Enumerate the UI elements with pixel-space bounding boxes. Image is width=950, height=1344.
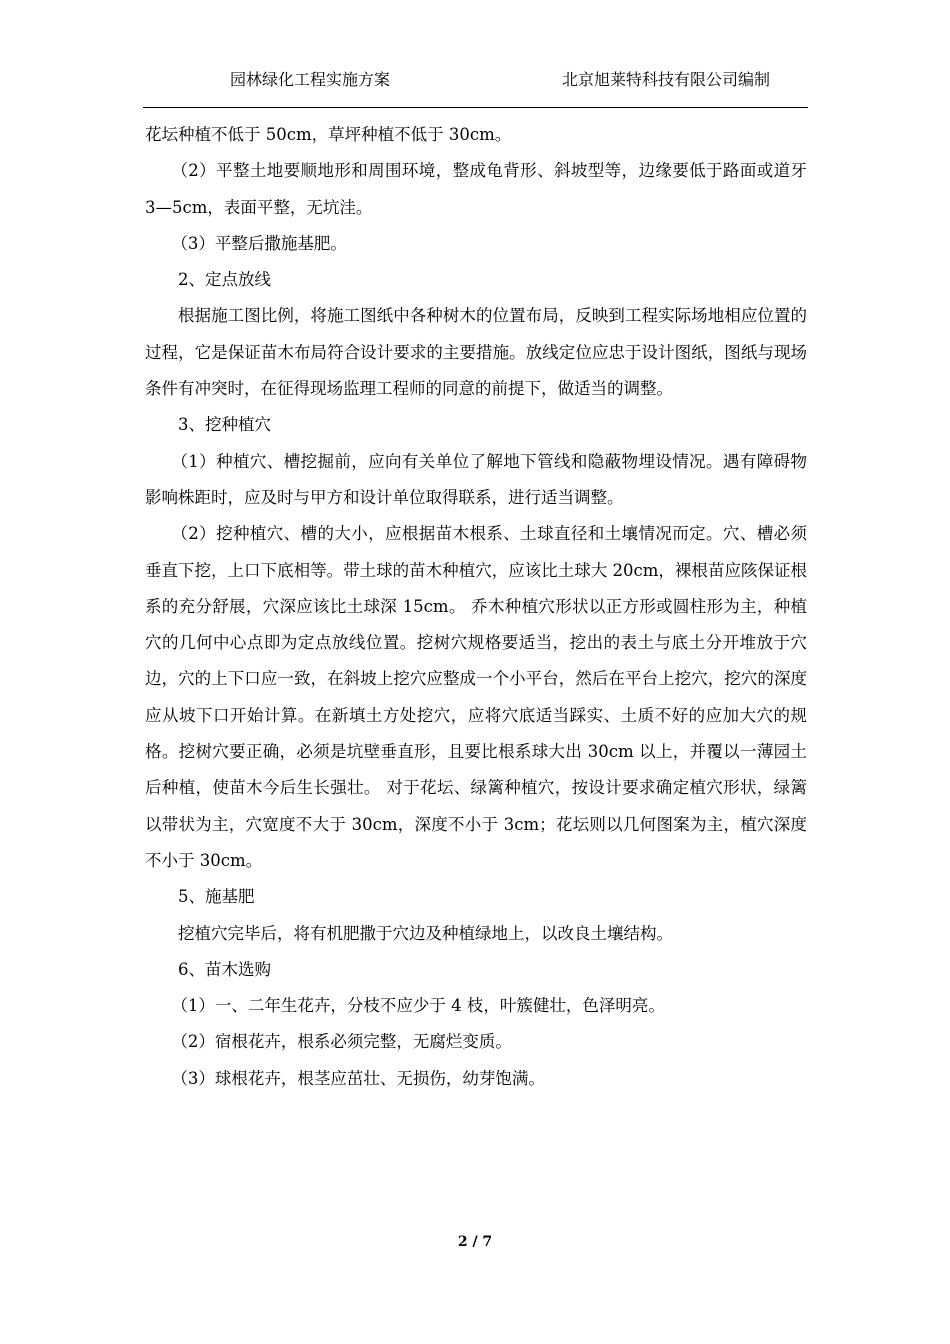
document-body <box>145 117 807 1097</box>
paragraph-base-fertilizer-spread: （3）平整后撒施基肥。 <box>171 233 347 253</box>
paragraph-annual-flowers: （1）一、二年生花卉，分枝不应少于 4 枝，叶簇健壮，色泽明亮。 <box>171 996 665 1016</box>
paragraph-leveling-terrain: （2）平整土地要顺地形和周围环境，整成龟背形、斜坡型等，边缘要低于路面或道牙 3—5cm，表面平整，无坑洼。 <box>145 161 807 217</box>
section-heading-staking: 2、定点放线 <box>178 270 271 290</box>
header-divider <box>143 107 808 108</box>
section-heading-base-fertilizer: 5、施基肥 <box>178 887 255 907</box>
paragraph-perennial-flowers: （2）宿根花卉，根系必须完整，无腐烂变质。 <box>171 1032 512 1052</box>
page-header <box>143 66 808 94</box>
paragraph-bulb-flowers: （3）球根花卉，根茎应茁壮、无损伤，幼芽饱满。 <box>171 1068 545 1088</box>
paragraph-staking: 根据施工图比例，将施工图纸中各种树木的位置布局，反映到工程实际场地相应位置的过程，它是保证苗木布局符合设计要求的主要措施。放线定位应忠于设计图纸，图纸与现场条件有冲突时，在征得现场监理工程师的同意的前提下，做适当的调整。 <box>145 306 807 399</box>
header-document-title: 园林绿化工程实施方案 <box>230 70 391 89</box>
section-heading-digging-pits: 3、挖种植穴 <box>178 415 271 435</box>
paragraph-pit-size: （2）挖种植穴、槽的大小，应根据苗木根系、土球直径和土壤情况而定。穴、槽必须垂直下挖，上口下底相等。带土球的苗木种植穴，应该比土球大 20cm，裸根苗应陔保证根系的充分舒展，穴深应该比土球深 15cm。 乔木种植穴形状以正方形或圆柱形为主，种植穴的几何中心点即为定点放线位置。挖树穴规格要适当，挖出的表土与底土分开堆放于穴边，穴的上下口应一致，在斜坡上挖穴应整成一个小平台，然后在平台上挖穴，挖穴的深度应从坡下口开始计算。在新填土方处挖穴，应将穴底适当踩实、土质不好的应加大穴的规格。挖树穴要正确，必须是坑壁垂直形，且要比根系球大出 30cm 以上，并覆以一薄园土后种植，使苗木今后生长强壮。 对于花坛、绿篱种植穴，按设计要求确定植穴形状，绿篱以带状为主，穴宽度不大于 30cm，深度不小于 3cm；花坛则以几何图案为主，植穴深度不小于 30cm。 <box>145 524 807 870</box>
section-heading-seedling-selection: 6、苗木选购 <box>178 959 271 979</box>
header-company-name: 北京旭莱特科技有限公司编制 <box>561 70 770 89</box>
paragraph-digging-preparation: （1）种植穴、槽挖掘前，应向有关单位了解地下管线和隐蔽物埋设情况。遇有障碍物影响株距时，应及时与甲方和设计单位取得联系，进行适当调整。 <box>145 451 807 507</box>
paragraph-flowerbed-depth: 花坛种植不低于 50cm，草坪种植不低于 30cm。 <box>145 125 512 144</box>
page-number: 2 / 7 <box>457 1234 493 1250</box>
paragraph-base-fertilizer: 挖植穴完毕后，将有机肥撒于穴边及种植绿地上，以改良土壤结构。 <box>178 923 673 943</box>
